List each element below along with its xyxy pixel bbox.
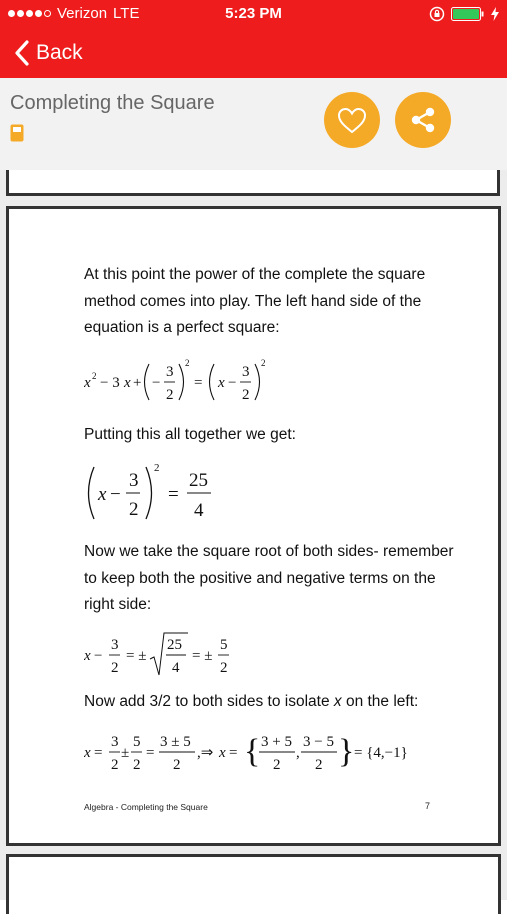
status-time: 5:23 PM xyxy=(225,5,282,22)
svg-text:=: = xyxy=(168,484,179,505)
battery-icon xyxy=(451,7,485,21)
next-page xyxy=(6,854,501,914)
svg-text:,: , xyxy=(296,745,300,761)
svg-text:=: = xyxy=(146,745,155,761)
document-page xyxy=(6,206,501,846)
charging-bolt-icon xyxy=(491,7,499,21)
svg-text:= ±: = ± xyxy=(126,648,147,664)
back-button[interactable] xyxy=(14,36,83,70)
svg-text:−: − xyxy=(152,375,161,391)
svg-text:x: x xyxy=(218,375,225,391)
paragraph-square-root: Now we take the square root of both sides- remember to keep both the positive and negative terms on the right side: xyxy=(84,543,454,613)
svg-text:±: ± xyxy=(121,745,130,761)
equation-squared-form xyxy=(84,459,234,527)
favorite-button[interactable] xyxy=(324,92,380,148)
svg-text:5: 5 xyxy=(220,637,228,653)
svg-text:−: − xyxy=(94,648,103,664)
svg-text:3: 3 xyxy=(111,637,119,653)
document-header xyxy=(0,78,507,170)
svg-text:2: 2 xyxy=(129,499,139,520)
svg-text:2: 2 xyxy=(242,387,250,403)
svg-text:=: = xyxy=(194,375,203,391)
svg-text:4: 4 xyxy=(172,660,180,676)
navigation-bar xyxy=(0,28,507,78)
svg-text:2: 2 xyxy=(273,757,281,773)
share-button[interactable] xyxy=(395,92,451,148)
svg-text:2: 2 xyxy=(133,757,141,773)
equation-perfect-square xyxy=(84,354,304,410)
svg-text:−: − xyxy=(110,484,121,505)
svg-text:2: 2 xyxy=(185,358,190,368)
svg-text:2: 2 xyxy=(261,358,266,368)
svg-text:=: = xyxy=(229,745,238,761)
status-right xyxy=(429,6,499,22)
svg-text:x: x xyxy=(124,375,131,391)
document-viewer[interactable] xyxy=(0,170,507,900)
share-icon xyxy=(408,105,438,135)
equation-solution xyxy=(84,724,414,782)
document-title: Completing the Square xyxy=(10,92,215,114)
svg-text:x: x xyxy=(98,484,107,505)
page-footer-title: Algebra - Completing the Square xyxy=(84,802,208,812)
svg-text:2: 2 xyxy=(173,757,181,773)
svg-text:3: 3 xyxy=(129,470,139,491)
equation-square-root xyxy=(84,627,244,683)
svg-text:3: 3 xyxy=(166,364,174,380)
svg-text:3 + 5: 3 + 5 xyxy=(261,734,292,750)
svg-text:{: { xyxy=(244,733,261,770)
svg-text:2: 2 xyxy=(92,371,97,381)
svg-text:x: x xyxy=(84,375,91,391)
svg-text:}: } xyxy=(338,733,355,770)
svg-text:x: x xyxy=(84,648,91,664)
svg-text:3 ± 5: 3 ± 5 xyxy=(160,734,191,750)
svg-text:2: 2 xyxy=(111,660,119,676)
svg-text:2: 2 xyxy=(111,757,119,773)
svg-text:x: x xyxy=(219,745,226,761)
svg-text:− 3: − 3 xyxy=(100,375,120,391)
carrier-name: Verizon xyxy=(57,5,108,22)
svg-text:25: 25 xyxy=(189,470,208,491)
svg-text:2: 2 xyxy=(166,387,174,403)
network-type: LTE xyxy=(113,5,140,22)
back-label: Back xyxy=(36,41,83,64)
svg-text:+: + xyxy=(133,375,142,391)
svg-text:= {4,−1}: = {4,−1} xyxy=(354,745,408,761)
svg-text:2: 2 xyxy=(315,757,323,773)
svg-text:2: 2 xyxy=(220,660,228,676)
status-bar xyxy=(0,0,507,28)
page-number: 7 xyxy=(425,801,431,811)
svg-text:,⇒: ,⇒ xyxy=(197,745,214,761)
book-icon xyxy=(10,124,24,142)
rotation-lock-icon xyxy=(429,6,445,22)
svg-text:25: 25 xyxy=(167,637,182,653)
paragraph-together: Putting this all together we get: xyxy=(84,426,296,443)
svg-text:= ±: = ± xyxy=(192,648,213,664)
svg-text:x: x xyxy=(84,745,91,761)
paragraph-perfect-square: At this point the power of the complete the square method comes into play. The left hand side of the equation is a perfect square: xyxy=(84,266,426,336)
svg-text:=: = xyxy=(94,745,103,761)
variable-x: x xyxy=(333,693,342,710)
svg-text:3: 3 xyxy=(111,734,119,750)
paragraph-isolate-x: Now add 3/2 to both sides to isolate x on the left: xyxy=(84,693,419,710)
previous-page xyxy=(6,170,500,196)
svg-text:5: 5 xyxy=(133,734,141,750)
svg-text:4: 4 xyxy=(194,500,204,521)
chevron-left-icon xyxy=(14,40,30,66)
svg-text:3 − 5: 3 − 5 xyxy=(303,734,334,750)
svg-text:3: 3 xyxy=(242,364,250,380)
svg-text:2: 2 xyxy=(154,462,160,474)
svg-text:−: − xyxy=(228,375,237,391)
heart-icon xyxy=(337,107,367,134)
